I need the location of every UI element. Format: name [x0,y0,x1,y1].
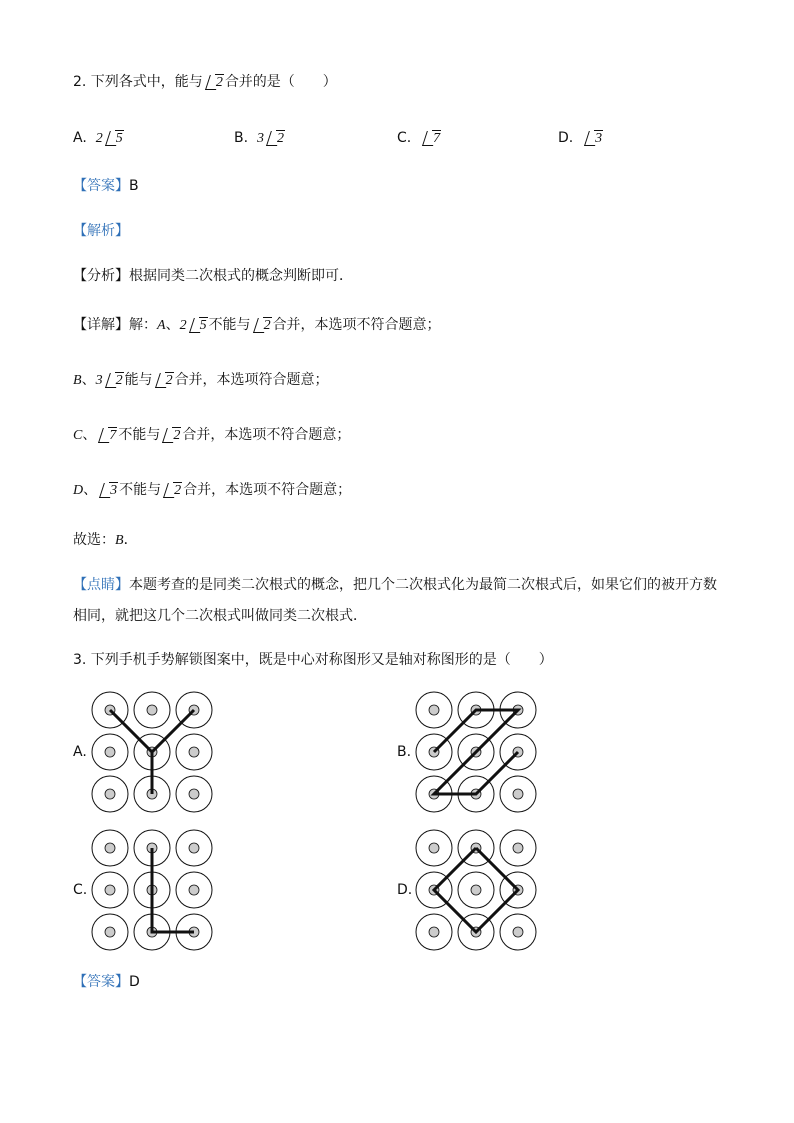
lock-pattern-a[interactable] [90,690,214,814]
sqrt-symbol [163,480,182,501]
row-mid: 不能与 [118,427,161,443]
coef: 2 [179,318,187,333]
radicand: 7 [433,131,441,146]
option-label: B. [234,130,249,146]
row-letter: C [73,428,83,443]
row-tail: 合并，本选项不符合题意； [272,317,441,333]
q2-analysis-tag: 【解析】 [73,223,129,239]
lock-node-dot [105,885,115,895]
q2-option-b[interactable] [234,128,286,149]
row-mid: 不能与 [119,482,162,498]
lock-node-dot [471,885,481,895]
lock-pattern-c[interactable] [90,828,214,952]
lock-node-dot [105,789,115,799]
lock-node-dot [429,927,439,937]
sqrt-symbol [155,370,174,391]
option-label: C. [397,130,412,146]
choose-post: ． [123,532,138,548]
fenxi-text: 根据同类二次根式的概念判断即可． [129,268,353,284]
row-tail: 合并，本选项不符合题意； [183,482,352,498]
lock-node-dot [513,927,523,937]
q2-stem-post: 合并的是（ ） [224,74,337,90]
lock-node-dot [513,843,523,853]
sep: 、 [83,482,98,498]
row-mid: 不能与 [208,317,251,333]
q2-option-d[interactable] [558,128,604,149]
q2-stem [73,72,337,93]
option-label: D. [558,130,574,146]
q2-detail-row-c [73,425,350,446]
choose-pre: 故选： [73,532,115,548]
row-tail: 合并，本选项符合题意； [174,372,329,388]
sqrt-symbol [584,128,603,149]
sqrt-symbol [253,315,272,336]
answer-tag: 【答案】 [73,178,129,194]
q2-choose [73,530,138,551]
xiangjie-lead: 解： [129,317,157,333]
answer-value: B [129,178,139,194]
q3-option-a-label[interactable]: A. [73,744,87,760]
option-label: A. [73,130,87,146]
dianjing-tag: 【点睛】 [73,577,129,593]
lock-node-dot [189,747,199,757]
radicand: 2 [276,131,284,146]
lock-node-dot [147,705,157,715]
lock-node-dot [429,843,439,853]
answer-tag: 【答案】 [73,974,129,990]
lock-node-dot [189,885,199,895]
row-tail: 合并，本选项不符合题意； [182,427,351,443]
lock-node-dot [189,843,199,853]
coef: 3 [256,131,264,146]
sqrt-symbol [99,480,118,501]
row-letter: B [73,373,82,388]
sqrt-symbol [162,425,181,446]
sqrt-symbol [422,128,441,149]
sqrt-symbol [105,128,124,149]
radicand: 2 [115,373,123,388]
lock-node-dot [429,705,439,715]
q2-option-c[interactable] [397,128,442,149]
radicand: 3 [595,131,603,146]
sqrt-symbol [105,370,124,391]
q2-dianjing-2: 相同，就把这几个二次根式叫做同类二次根式． [73,608,367,624]
q3-option-b-label[interactable]: B. [397,744,412,760]
q2-stem-pre: 2. 下列各式中，能与 [73,74,203,90]
lock-gesture-path [152,848,194,932]
q3-answer [73,972,140,992]
lock-node-dot [105,927,115,937]
row-mid: 能与 [124,372,153,388]
q2-detail-row-d [73,480,351,501]
lock-pattern-b[interactable] [414,690,538,814]
fenxi-tag: 【分析】 [73,268,129,284]
radicand: 3 [110,483,118,498]
sqrt-symbol [205,72,224,93]
radicand: 5 [115,131,123,146]
q2-detail-row-a [73,315,441,336]
radicand: 2 [174,483,182,498]
radicand: 2 [173,428,181,443]
q2-answer [73,176,139,196]
q3-option-c-label[interactable]: C. [73,882,88,898]
sep: 、 [165,317,180,333]
lock-node-dot [189,789,199,799]
radicand: 5 [199,318,207,333]
lock-node-dot [513,789,523,799]
radicand: 2 [263,318,271,333]
sqrt-symbol [266,128,285,149]
answer-value: D [129,974,140,990]
sqrt-symbol [189,315,208,336]
coef: 2 [95,131,103,146]
q3-option-d-label[interactable]: D. [397,882,413,898]
choose-value: B [115,533,124,548]
sqrt-symbol [98,425,117,446]
lock-pattern-d[interactable] [414,828,538,952]
row-letter: A [157,318,166,333]
q2-detail-row-b [73,370,329,391]
row-letter: D [73,483,84,498]
q2-dianjing-1 [73,575,717,595]
q3-stem: 3. 下列手机手势解锁图案中，既是中心对称图形又是轴对称图形的是（ ） [73,652,553,668]
q2-option-a[interactable] [73,128,125,149]
radicand: 2 [215,75,223,90]
lock-node-dot [105,747,115,757]
sep: 、 [81,372,96,388]
coef: 3 [95,373,103,388]
radicand: 7 [109,428,117,443]
q2-fenxi [73,266,353,286]
radicand: 2 [165,373,173,388]
xiangjie-tag: 【详解】 [73,317,129,333]
sep: 、 [82,427,97,443]
lock-node-dot [105,843,115,853]
dianjing-text-1: 本题考查的是同类二次根式的概念，把几个二次根式化为最简二次根式后，如果它们的被开方数 [129,577,717,593]
